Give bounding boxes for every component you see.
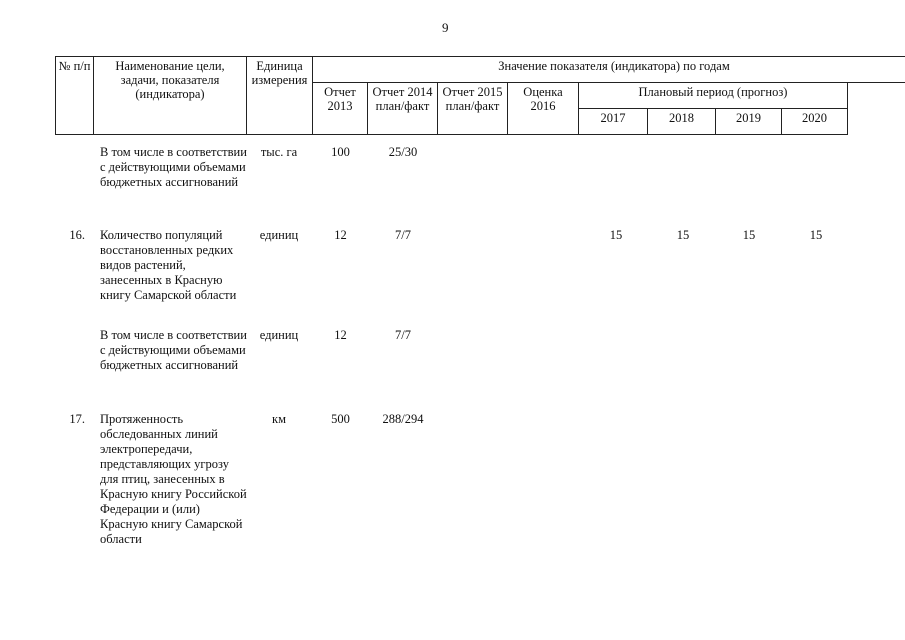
row-value-2017: 15: [609, 228, 623, 242]
header-estimate-2016: Оценка 2016: [508, 83, 579, 135]
row-unit: единиц: [259, 328, 299, 342]
row-value-2013: 500: [331, 412, 350, 426]
row-value-2019: 15: [742, 228, 756, 242]
header-2019: 2019: [716, 109, 782, 135]
row-number: 17.: [69, 412, 85, 426]
indicator-table-header: [55, 56, 905, 135]
header-unit: Единица измерения: [247, 57, 313, 135]
row-name: В том числе в соответствии с действующими объемами бюджетных ассигнований: [100, 328, 247, 372]
row-value-2013: 12: [334, 228, 347, 242]
header-report-2015: Отчет 2015 план/факт: [438, 83, 508, 135]
header-2020: 2020: [782, 109, 848, 135]
row-value-2013: 12: [334, 328, 347, 342]
row-unit: тыс. га: [260, 145, 298, 159]
row-name: Количество популяций восстановленных редких видов растений, занесенных в Красную книгу Самарской области: [100, 228, 237, 302]
row-name: Протяженность обследованных линий электропередачи, представляющих угрозу для птиц, занесенных в Красную книгу Российской Федерации и (или) Красную книгу Самарской области: [100, 412, 247, 546]
header-values-by-year: Значение показателя (индикатора) по годам: [313, 57, 905, 83]
row-value-2013: 100: [331, 145, 350, 159]
row-value-2014: 288/294: [382, 412, 424, 426]
row-value-2020: 15: [809, 228, 823, 242]
header-name: Наименование цели, задачи, показателя (индикатора): [94, 57, 247, 135]
row-number: 16.: [69, 228, 85, 242]
row-unit: км: [272, 412, 286, 426]
row-value-2014: 7/7: [395, 328, 411, 342]
row-unit: единиц: [259, 228, 299, 242]
header-num: № п/п: [56, 57, 94, 135]
row-value-2018: 15: [676, 228, 690, 242]
header-report-2013: Отчет 2013: [313, 83, 368, 135]
header-2017: 2017: [579, 109, 648, 135]
row-value-2014: 25/30: [388, 145, 418, 159]
header-2018: 2018: [648, 109, 716, 135]
row-value-2014: 7/7: [395, 228, 411, 242]
header-report-2014: Отчет 2014 план/факт: [368, 83, 438, 135]
row-name: В том числе в соответствии с действующими объемами бюджетных ассигнований: [100, 145, 247, 189]
page-number: 9: [442, 20, 449, 35]
header-plan-period: Плановый период (прогноз): [579, 83, 848, 109]
